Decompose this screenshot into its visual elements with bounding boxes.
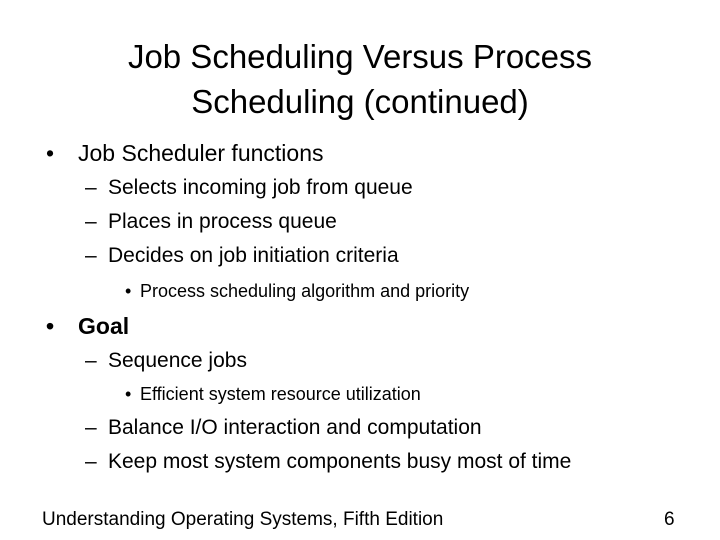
- sub-bullet-text: Sequence jobs: [108, 349, 247, 372]
- slide-title: [60, 34, 660, 124]
- dash-marker: –: [85, 176, 97, 199]
- footer-book-title: Understanding Operating Systems, Fifth Edition: [42, 509, 444, 530]
- dash-marker: –: [85, 210, 97, 233]
- sub-sub-bullet-text: Efficient system resource utilization: [140, 384, 421, 404]
- sub-bullet-text: Keep most system components busy most of time: [108, 450, 572, 473]
- dash-marker: –: [85, 450, 97, 473]
- sub-bullet-text: Balance I/O interaction and computation: [108, 416, 482, 439]
- title-line-2: Scheduling (continued): [191, 83, 529, 120]
- sub-bullet-text: Decides on job initiation criteria: [108, 244, 399, 267]
- bullet-marker: •: [46, 140, 55, 166]
- sub-bullet-text: Selects incoming job from queue: [108, 176, 413, 199]
- dash-marker: –: [85, 349, 97, 372]
- page-number: 6: [664, 509, 675, 530]
- dash-marker: –: [85, 416, 97, 439]
- bullet-marker: •: [125, 384, 132, 404]
- sub-sub-bullet-text: Process scheduling algorithm and priority: [140, 281, 470, 301]
- sub-bullet-text: Places in process queue: [108, 210, 337, 233]
- bullet-text: Job Scheduler functions: [78, 140, 324, 166]
- dash-marker: –: [85, 244, 97, 267]
- title-line-1: Job Scheduling Versus Process: [127, 38, 593, 75]
- bullet-text: Goal: [78, 313, 130, 339]
- bullet-marker: •: [125, 281, 132, 301]
- bullet-marker: •: [46, 313, 55, 339]
